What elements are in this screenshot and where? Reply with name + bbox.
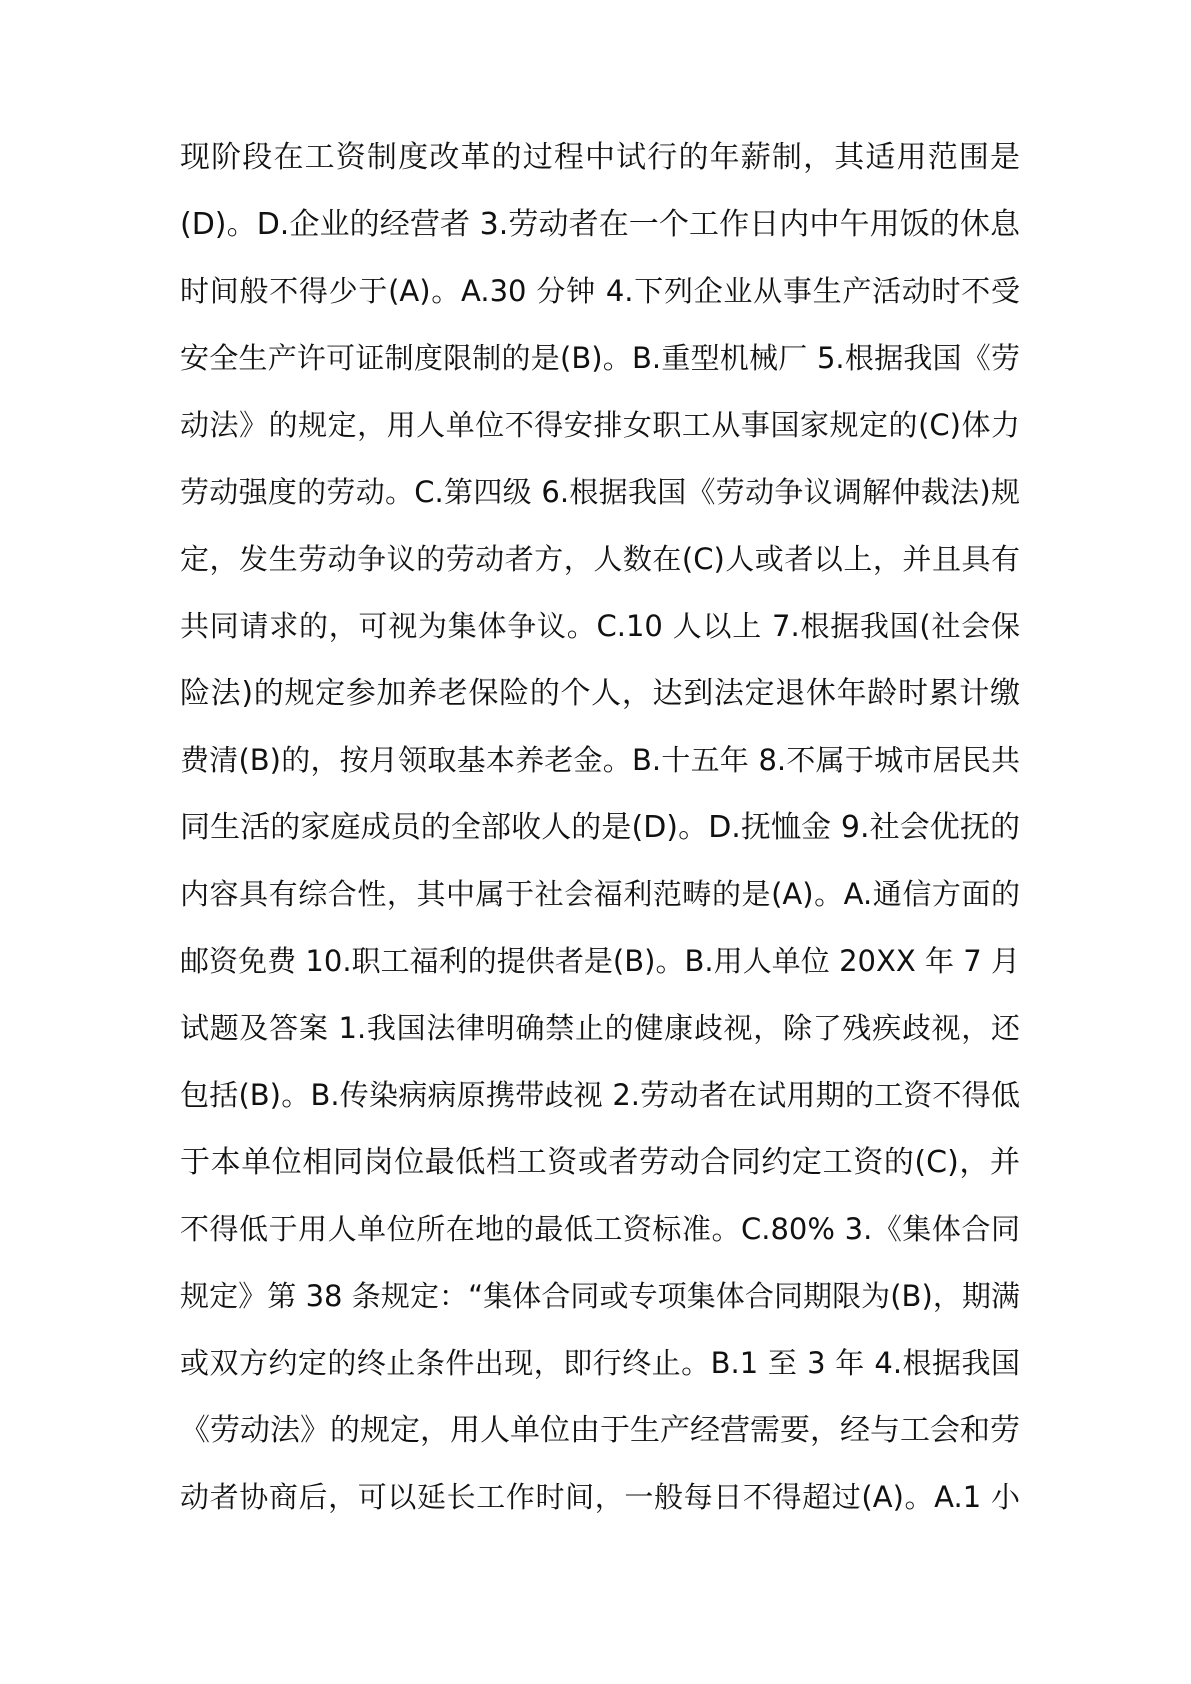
text-line-21: 动者协商后，可以延长工作时间，一般每日不得超过(A)。A.1 小 [180,1480,1020,1514]
text-line-18: 规定》第 38 条规定：“集体合同或专项集体合同期限为(B)，期满 [180,1279,1020,1313]
document-body-text [180,124,1020,1531]
text-line-6: 劳动强度的劳动。C.第四级 6.根据我国《劳动争议调解仲裁法)规 [180,475,1020,509]
text-line-14: 试题及答案 1.我国法律明确禁止的健康歧视，除了残疾歧视，还 [180,1011,1020,1045]
text-line-20: 《劳动法》的规定，用人单位由于生产经营需要，经与工会和劳 [180,1413,1020,1448]
text-line-4: 安全生产许可证制度限制的是(B)。B.重型机械厂 5.根据我国《劳 [180,341,1020,375]
text-line-8: 共同请求的，可视为集体争议。C.10 人以上 7.根据我国(社会保 [180,609,1020,643]
text-line-17: 不得低于用人单位所在地的最低工资标准。C.80% 3.《集体合同 [180,1212,1020,1246]
text-line-3: 时间般不得少于(A)。A.30 分钟 4.下列企业从事生产活动时不受 [180,274,1020,308]
text-line-15: 包括(B)。B.传染病病原携带歧视 2.劳动者在试用期的工资不得低 [180,1078,1020,1112]
text-line-1: 现阶段在工资制度改革的过程中试行的年薪制，其适用范围是 [180,140,1020,175]
text-line-11: 同生活的家庭成员的全部收人的是(D)。D.抚恤金 9.社会优抚的 [180,810,1020,845]
text-line-12: 内容具有综合性，其中属于社会福利范畴的是(A)。A.通信方面的 [180,877,1020,911]
text-line-2: (D)。D.企业的经营者 3.劳动者在一个工作日内中午用饭的休息 [180,207,1020,242]
text-line-10: 费清(B)的，按月领取基本养老金。B.十五年 8.不属于城市居民共 [180,743,1020,777]
text-line-7: 定，发生劳动争议的劳动者方，人数在(C)人或者以上，并且具有 [180,542,1020,576]
text-line-13: 邮资免费 10.职工福利的提供者是(B)。B.用人单位 20XX 年 7 月 [180,944,1020,978]
text-line-5: 动法》的规定，用人单位不得安排女职工从事国家规定的(C)体力 [180,408,1020,442]
text-line-19: 或双方约定的终止条件出现，即行终止。B.1 至 3 年 4.根据我国 [180,1346,1020,1380]
text-line-9: 险法)的规定参加养老保险的个人，达到法定退休年龄时累计缴 [180,676,1020,711]
text-line-16: 于本单位相同岗位最低档工资或者劳动合同约定工资的(C)，并 [180,1145,1020,1180]
